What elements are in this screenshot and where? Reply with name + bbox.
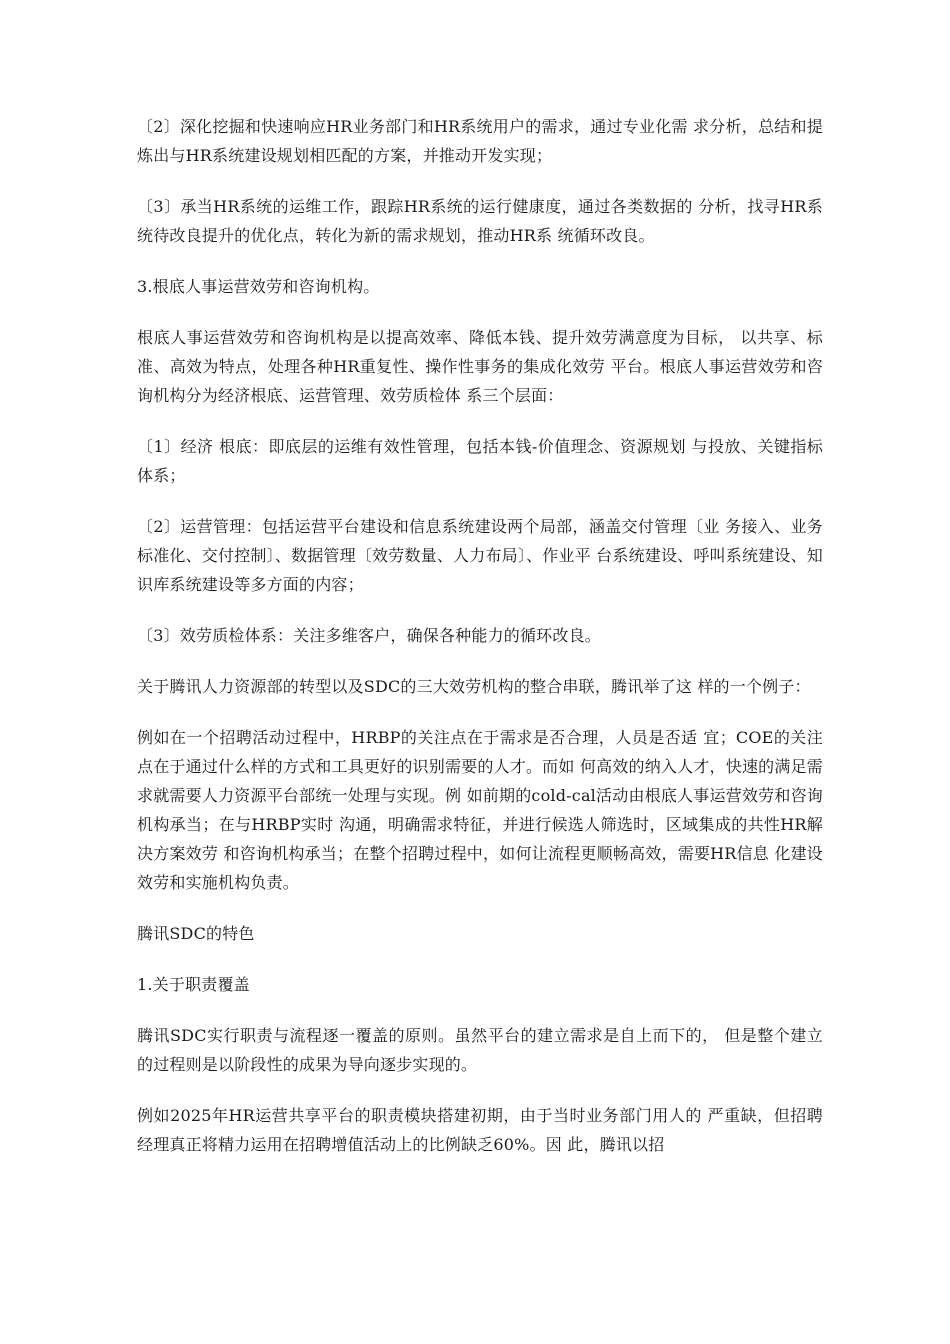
paragraph-tencent-example-intro: 关于腾讯人力资源部的转型以及SDC的三大效劳机构的整合串联，腾讯举了这 样的一个例子： — [137, 677, 811, 696]
paragraph-operations-management: 〔2〕运营管理：包括运营平台建设和信息系统建设两个局部，涵盖交付管理〔业 务接入、业务标准化、交付控制〕、数据管理〔效劳数量、人力布局〕、作业平 台系统建设、呼叫系统建设、知识库系统建设等多方面的内容； — [137, 517, 823, 594]
section-heading-basic-hr-operations: 3.根底人事运营效劳和咨询机构。 — [137, 277, 380, 296]
section-heading-sdc-features: 腾讯SDC的特色 — [137, 924, 255, 943]
paragraph-quality-inspection: 〔3〕效劳质检体系：关注多维客户，确保各种能力的循环改良。 — [137, 626, 601, 645]
paragraph-economic-foundation: 〔1〕经济 根底：即底层的运维有效性管理，包括本钱-价值理念、资源规划 与投放、关键指标体系； — [137, 437, 823, 485]
paragraph-hr-system-maintenance: 〔3〕承当HR系统的运维工作，跟踪HR系统的运行健康度，通过各类数据的 分析，找寻HR系统待改良提升的优化点，转化为新的需求规划，推动HR系 统循环改良。 — [137, 197, 823, 245]
paragraph-responsibility-principle: 腾讯SDC实行职责与流程逐一覆盖的原则。虽然平台的建立需求是自上而下的， 但是整个建立的过程则是以阶段性的成果为导向逐步实现的。 — [137, 1026, 823, 1074]
paragraph-2025-example: 例如2025年HR运营共享平台的职责模块搭建初期，由于当时业务部门用人的 严重缺，但招聘经理真正将精力运用在招聘增值活动上的比例缺乏60%。因 此，腾讯以招 — [137, 1106, 823, 1154]
paragraph-recruitment-example: 例如在一个招聘活动过程中，HRBP的关注点在于需求是否合理，人员是否适 宜；COE的关注点在于通过什么样的方式和工具更好的识别需要的人才。而如 何高效的纳入人才，快速的满足需求就需要人力资源平台部统一处理与实现。例 如前期的cold-cal活动由根底人事运营效劳和咨询机构承当；在与HRBP实时 沟通，明确需求特征，并进行候选人筛选时，区域集成的共性HR解决方案效劳 和咨询机构承当；在整个招聘过程中，如何让流程更顺畅高效，需要HR信息 化建设效劳和实施机构负责。 — [137, 728, 823, 892]
document-body — [137, 112, 823, 1181]
section-heading-responsibility-coverage: 1.关于职责覆盖 — [137, 975, 250, 994]
paragraph-basic-hr-operations-intro: 根底人事运营效劳和咨询机构是以提高效率、降低本钱、提升效劳满意度为目标， 以共享、标准、高效为特点，处理各种HR重复性、操作性事务的集成化效劳 平台。根底人事运营效劳和咨询机构分为经济根底、运营管理、效劳质检体 系三个层面： — [137, 328, 823, 405]
paragraph-hr-system-needs: 〔2〕深化挖掘和快速响应HR业务部门和HR系统用户的需求，通过专业化需 求分析，总结和提炼出与HR系统建设规划相匹配的方案，并推动开发实现； — [137, 117, 823, 165]
